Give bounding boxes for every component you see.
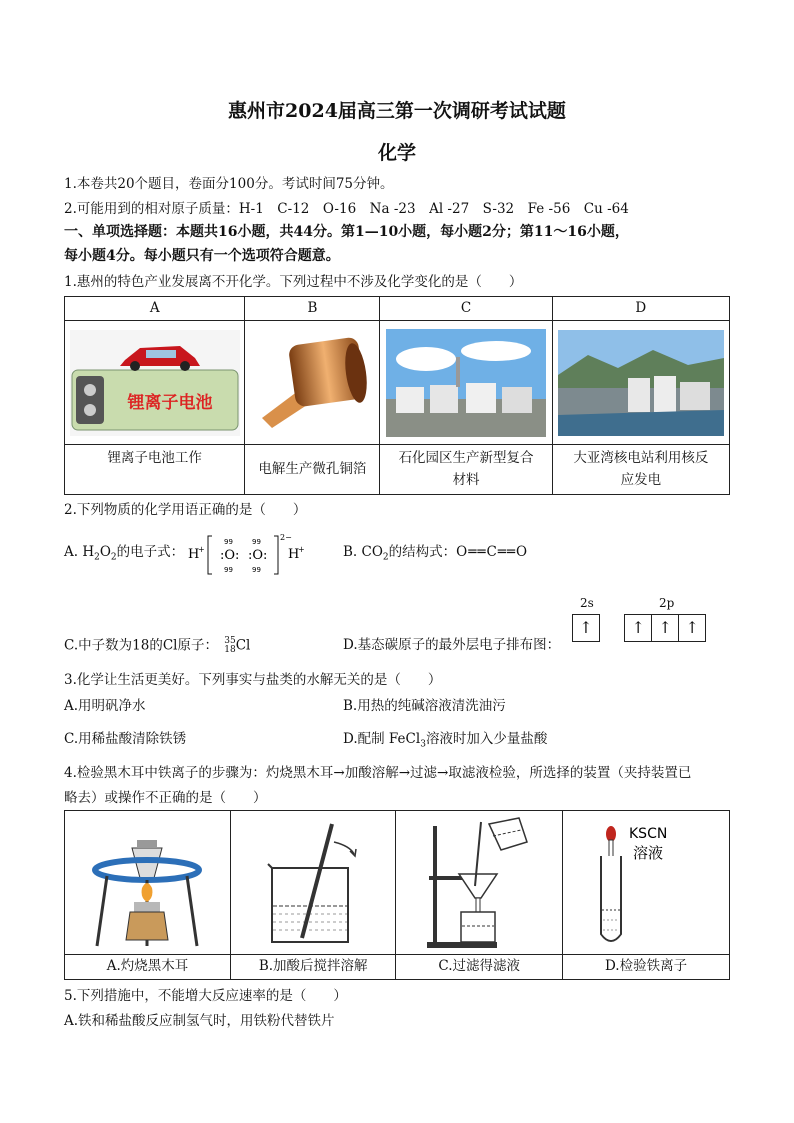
svg-text:99: 99 <box>252 538 261 546</box>
cl-mass-number: 35 <box>224 636 236 646</box>
reagent-label-line1: KSCN <box>629 825 668 842</box>
svg-text:+: + <box>298 545 305 554</box>
svg-text::O:: :O: <box>248 548 268 563</box>
filtration-image <box>419 816 539 950</box>
q1-header-d: D <box>552 297 729 321</box>
svg-text:99: 99 <box>224 566 233 574</box>
section-heading-line2: 每小题4分。每小题只有一个选项符合题意。 <box>64 248 340 264</box>
section-heading-line1: 一、单项选择题：本题共16小题，共44分。第1—10小题，每小题2分；第11～16小题， <box>64 224 629 240</box>
co2-structural-formula: O══C══O <box>456 544 529 560</box>
q3-option-c: C.用稀盐酸清除铁锈 <box>64 731 187 747</box>
q4-image-d <box>563 811 730 955</box>
svg-text:H: H <box>288 547 300 562</box>
q1-image-a <box>65 321 245 445</box>
svg-text:H: H <box>188 547 200 562</box>
svg-text:+: + <box>198 545 205 554</box>
q4-image-b <box>230 811 395 955</box>
orbital-label-2p: 2p <box>659 596 675 610</box>
q5-stem: 5.下列措施中，不能增大反应速率的是（ ） <box>64 988 347 1004</box>
q3-d-prefix: D.配制 FeCl <box>343 731 421 747</box>
exam-title: 惠州市2024届高三第一次调研考试试题 <box>228 100 566 122</box>
q1-image-d <box>552 321 729 445</box>
cl-symbol: Cl <box>235 637 251 654</box>
q2-b-prefix: B. CO <box>343 544 383 560</box>
q1-header-a: A <box>65 297 245 321</box>
orbital-2p-box-1: ↑ <box>624 614 652 642</box>
q2-option-a: A. $H_2O_2$的电子式： <box>64 544 185 563</box>
q4-stem-line1: 4.检验黑木耳中铁离子的步骤为：灼烧黑木耳→加酸溶解→过滤→取滤液检验，所选择的装置（夹持装置已 <box>64 765 692 781</box>
q4-table <box>64 810 730 980</box>
q2-option-d: D.基态碳原子的最外层电子排布图： <box>343 637 561 653</box>
q1-stem: 1.惠州的特色产业发展离不开化学。下列过程中不涉及化学变化的是（ ） <box>64 274 523 290</box>
test-tube-image <box>581 816 711 950</box>
orbital-label-2s: 2s <box>580 596 594 610</box>
instruction-1: 1.本卷共20个题目，卷面分100分。考试时间75分钟。 <box>64 176 394 192</box>
subject-title: 化学 <box>377 142 416 164</box>
burning-apparatus-image <box>82 818 212 948</box>
q1-header-b: B <box>245 297 380 321</box>
q1-caption-b: 电解生产微孔铜箔 <box>245 445 380 495</box>
q3-stem: 3.化学让生活更美好。下列事实与盐类的水解无关的是（ ） <box>64 672 442 688</box>
battery-label: 锂离子电池 <box>127 392 213 413</box>
q1-table <box>64 296 730 495</box>
q4-caption-d: D.检验铁离子 <box>563 955 730 980</box>
beaker-stirring-image <box>258 818 368 948</box>
reagent-label-line2: 溶液 <box>633 843 664 862</box>
q1-caption-d: 大亚湾核电站利用核反应发电 <box>552 445 729 495</box>
svg-text::O:: :O: <box>220 548 240 563</box>
orbital-2s-box: ↑ <box>572 614 600 642</box>
q2-stem: 2.下列物质的化学用语正确的是（ ） <box>64 502 307 518</box>
svg-text:99: 99 <box>224 538 233 546</box>
q1-image-b <box>245 321 380 445</box>
q1-image-c <box>380 321 552 445</box>
h2o2-electron-formula <box>186 530 326 580</box>
orbital-2p-box-2: ↑ <box>652 614 679 642</box>
q4-caption-a: A.灼烧黑木耳 <box>65 955 231 980</box>
q2-c-text: C.中子数为18的Cl原子： <box>64 637 218 654</box>
battery-image <box>70 330 240 436</box>
q5-option-a: A.铁和稀盐酸反应制氢气时，用铁粉代替铁片 <box>64 1013 335 1029</box>
q4-image-c <box>396 811 563 955</box>
q2-a-prefix: A. H <box>64 544 95 560</box>
q4-caption-b: B.加酸后搅拌溶解 <box>230 955 395 980</box>
q2-b-suffix: 的结构式： <box>388 544 457 560</box>
q1-caption-a: 锂离子电池工作 <box>65 445 245 495</box>
q2-a-suffix: 的电子式： <box>116 544 185 560</box>
q3-option-d: D.配制 FeCl$_3$溶液时加入少量盐酸 <box>343 731 548 750</box>
svg-text:99: 99 <box>252 566 261 574</box>
petrochemical-image <box>386 329 546 437</box>
instruction-2: 2.可能用到的相对原子质量：H-1 C-12 O-16 Na -23 Al -27 S-32 Fe -56 Cu -64 <box>64 201 629 217</box>
orbital-diagram <box>572 614 706 642</box>
svg-text:2−: 2− <box>280 533 292 542</box>
q3-option-a: A.用明矾净水 <box>64 698 146 714</box>
q3-option-b: B.用热的纯碱溶液清洗油污 <box>343 698 506 714</box>
nuclear-plant-image <box>558 330 724 436</box>
q3-d-suffix: 溶液时加入少量盐酸 <box>425 731 548 747</box>
cl-atomic-number: 18 <box>224 645 236 655</box>
q1-caption-c: 石化园区生产新型复合材料 <box>380 445 552 495</box>
q4-stem-line2: 略去）或操作不正确的是（ ） <box>64 790 267 806</box>
q2-option-c <box>64 637 250 655</box>
q2-option-b: B. $CO_2$的结构式：O══C══O <box>343 544 529 563</box>
q4-caption-c: C.过滤得滤液 <box>396 955 563 980</box>
q1-header-c: C <box>380 297 552 321</box>
copper-foil-image <box>252 333 372 433</box>
orbital-2p-box-3: ↑ <box>679 614 706 642</box>
q4-image-a <box>65 811 231 955</box>
